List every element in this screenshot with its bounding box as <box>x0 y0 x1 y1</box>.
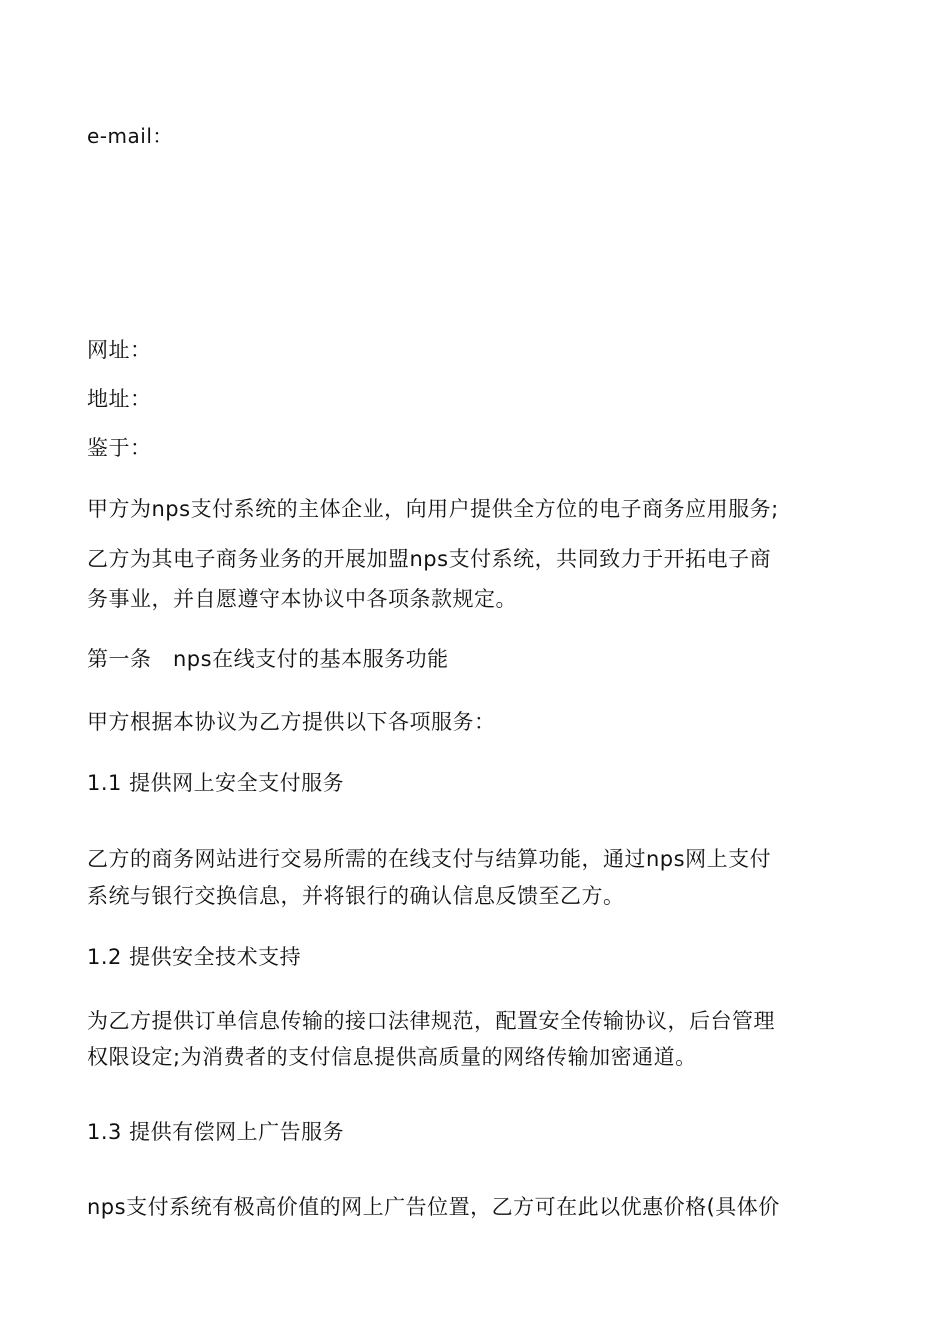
party-b-paragraph-line-1: 乙方为其电子商务业务的开展加盟nps支付系统，共同致力于开拓电子商 <box>87 547 772 571</box>
article-1-intro: 甲方根据本协议为乙方提供以下各项服务： <box>87 710 496 734</box>
article-1-heading: 第一条 nps在线支付的基本服务功能 <box>87 647 449 671</box>
website-label: 网址： <box>87 338 152 362</box>
section-1-2-line-1: 为乙方提供订单信息传输的接口法律规范，配置安全传输协议，后台管理 <box>87 1009 775 1033</box>
party-b-paragraph-line-2: 务事业，并自愿遵守本协议中各项条款规定。 <box>87 587 517 611</box>
section-1-2-line-2: 权限设定;为消费者的支付信息提供高质量的网络传输加密通道。 <box>87 1045 697 1069</box>
section-1-2-heading: 1.2 提供安全技术支持 <box>87 945 302 969</box>
party-a-paragraph: 甲方为nps支付系统的主体企业，向用户提供全方位的电子商务应用服务; <box>87 497 779 521</box>
section-1-1-heading: 1.1 提供网上安全支付服务 <box>87 771 345 795</box>
email-label: e-mail： <box>87 124 173 148</box>
whereas-label: 鉴于： <box>87 436 152 460</box>
section-1-1-line-2: 系统与银行交换信息，并将银行的确认信息反馈至乙方。 <box>87 884 625 908</box>
address-label: 地址： <box>87 387 152 411</box>
section-1-1-line-1: 乙方的商务网站进行交易所需的在线支付与结算功能，通过nps网上支付 <box>87 847 772 871</box>
section-1-3-heading: 1.3 提供有偿网上广告服务 <box>87 1120 345 1144</box>
section-1-3-line-1: nps支付系统有极高价值的网上广告位置，乙方可在此以优惠价格(具体价 <box>87 1195 780 1219</box>
